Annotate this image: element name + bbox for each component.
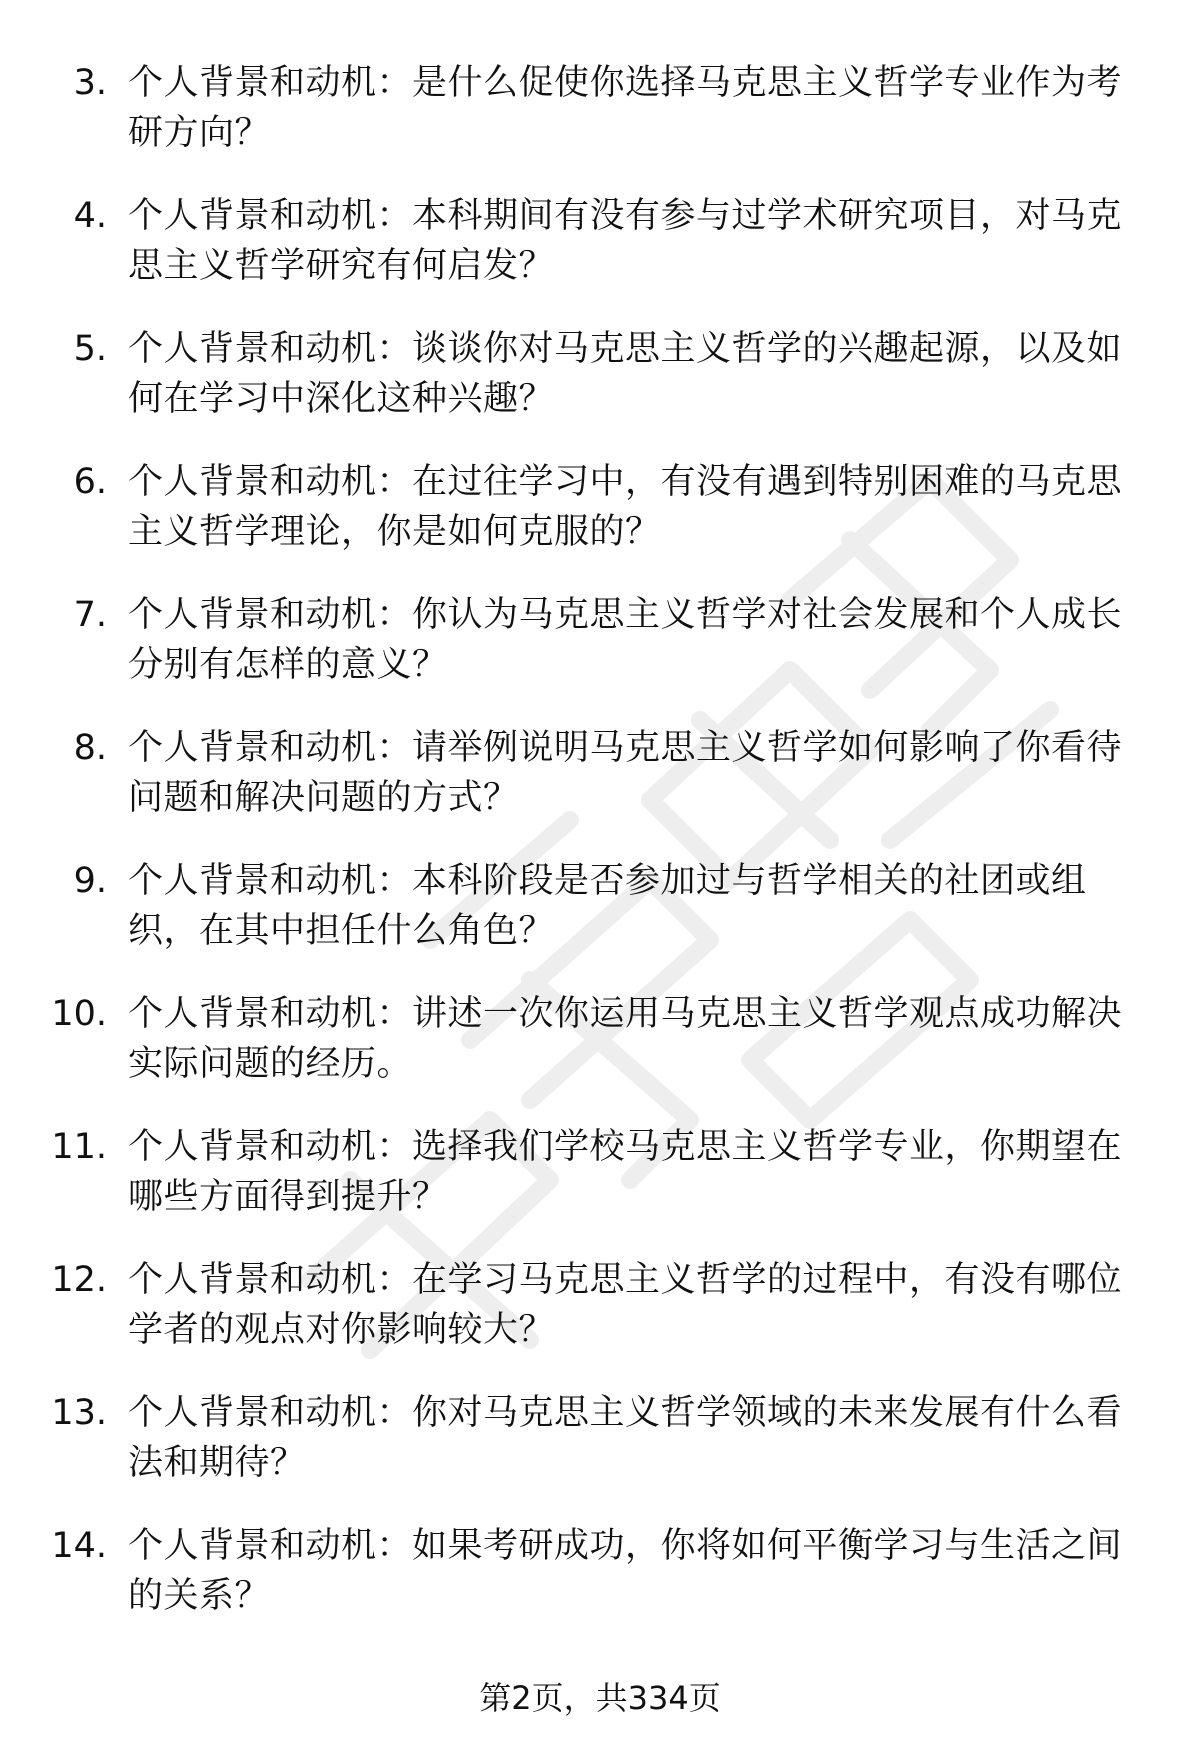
question-text: 个人背景和动机：是什么促使你选择马克思主义哲学专业作为考研方向？ bbox=[128, 63, 1123, 153]
question-number: 7. bbox=[73, 595, 107, 635]
question-number: 3. bbox=[73, 63, 107, 103]
question-number: 12. bbox=[51, 1260, 107, 1300]
question-number: 9. bbox=[73, 861, 107, 901]
question-text: 个人背景和动机：选择我们学校马克思主义哲学专业，你期望在哪些方面得到提升？ bbox=[128, 1127, 1123, 1217]
list-item bbox=[0, 989, 1200, 1122]
question-list bbox=[0, 58, 1200, 1654]
list-item bbox=[0, 457, 1200, 590]
question-number: 6. bbox=[73, 462, 107, 502]
question-text: 个人背景和动机：如果考研成功，你将如何平衡学习与生活之间的关系？ bbox=[128, 1526, 1123, 1616]
question-text: 个人背景和动机：谈谈你对马克思主义哲学的兴趣起源，以及如何在学习中深化这种兴趣？ bbox=[128, 329, 1123, 419]
page-footer: 第2页，共334页 bbox=[479, 1679, 721, 1717]
question-number: 14. bbox=[51, 1526, 107, 1566]
question-text: 个人背景和动机：本科阶段是否参加过与哲学相关的社团或组织，在其中担任什么角色？ bbox=[128, 861, 1087, 951]
question-number: 10. bbox=[51, 994, 107, 1034]
question-number: 5. bbox=[73, 329, 107, 369]
list-item bbox=[0, 1122, 1200, 1255]
question-text: 个人背景和动机：你认为马克思主义哲学对社会发展和个人成长分别有怎样的意义？ bbox=[128, 595, 1123, 685]
question-number: 11. bbox=[51, 1127, 107, 1167]
question-text: 个人背景和动机：讲述一次你运用马克思主义哲学观点成功解决实际问题的经历。 bbox=[128, 994, 1123, 1084]
list-item bbox=[0, 58, 1200, 191]
list-item bbox=[0, 191, 1200, 324]
list-item bbox=[0, 324, 1200, 457]
list-item bbox=[0, 1255, 1200, 1388]
list-item bbox=[0, 590, 1200, 723]
list-item bbox=[0, 723, 1200, 856]
question-text: 个人背景和动机：在过往学习中，有没有遇到特别困难的马克思主义哲学理论，你是如何克服的？ bbox=[128, 462, 1123, 552]
list-item bbox=[0, 856, 1200, 989]
question-number: 13. bbox=[51, 1393, 107, 1433]
question-number: 8. bbox=[73, 728, 107, 768]
question-text: 个人背景和动机：在学习马克思主义哲学的过程中，有没有哪位学者的观点对你影响较大？ bbox=[128, 1260, 1123, 1350]
question-text: 个人背景和动机：你对马克思主义哲学领域的未来发展有什么看法和期待？ bbox=[128, 1393, 1123, 1483]
question-text: 个人背景和动机：请举例说明马克思主义哲学如何影响了你看待问题和解决问题的方式？ bbox=[128, 728, 1123, 818]
list-item bbox=[0, 1521, 1200, 1654]
question-text: 个人背景和动机：本科期间有没有参与过学术研究项目，对马克思主义哲学研究有何启发？ bbox=[128, 196, 1123, 286]
list-item bbox=[0, 1388, 1200, 1521]
question-number: 4. bbox=[73, 196, 107, 236]
